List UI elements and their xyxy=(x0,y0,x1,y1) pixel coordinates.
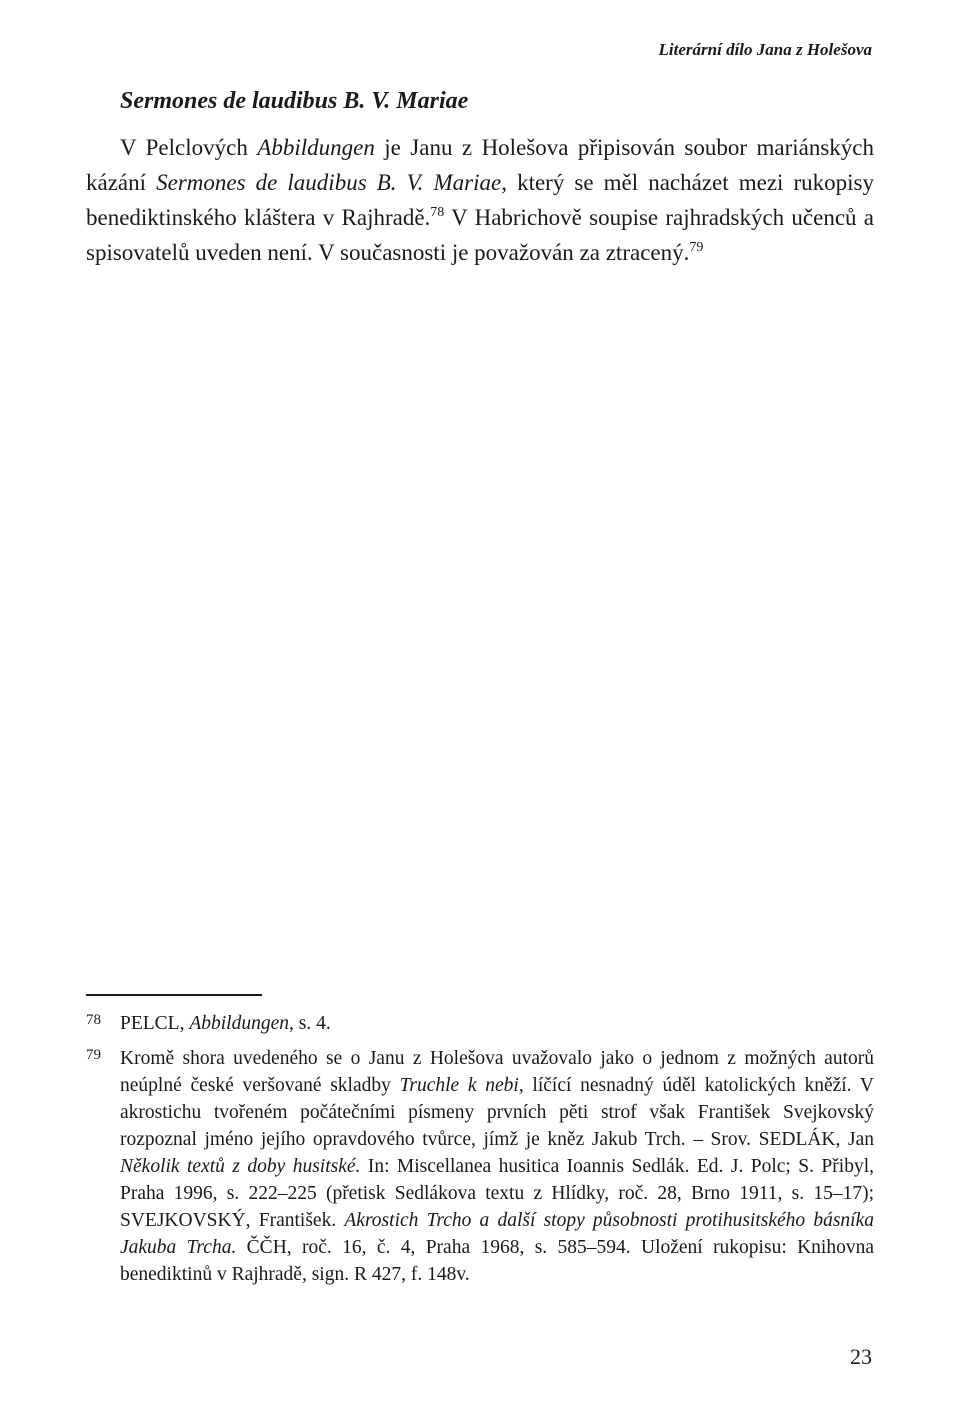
text-run: Kromě shora uvedeného se o Janu z Holešova uvažovalo jako o jednom z možných autorů neúplné české veršované skladby xyxy=(120,1048,874,1096)
text-run: V Pelclových xyxy=(120,135,258,160)
italic-title: Několik textů z doby husitské. xyxy=(120,1156,361,1177)
text-run: který se měl nacházet mezi rukopisy benediktinského kláštera v Rajhradě. xyxy=(86,170,875,230)
text-run: s. 4. xyxy=(293,1013,331,1034)
text-run: In: Miscellanea husitica Ioannis Sedlák. Ed. J. Polc; S. Přibyl, Praha 1996, s. 222–225 (přetisk Sedlákova textu z Hlídky, roč. 28, Brno 1911, s. 15–17); SVEJKOVSKÝ, František. xyxy=(120,1156,874,1231)
footnote-text xyxy=(120,1010,874,1037)
footnote-text xyxy=(120,1045,874,1288)
footnote-79 xyxy=(86,1045,874,1288)
italic-title: Abbildungen xyxy=(257,135,375,160)
footnotes xyxy=(86,1010,874,1296)
page-number: 23 xyxy=(850,1344,872,1369)
footnote-number: 79 xyxy=(86,1047,101,1063)
footnote-number: 78 xyxy=(86,1012,101,1028)
italic-title: Abbildungen, xyxy=(189,1013,294,1034)
footnote-78 xyxy=(86,1010,874,1037)
text-run: V Habrichově soupise rajhradských učenců a spisovatelů uveden není. V současnosti je považován za ztracený. xyxy=(86,205,874,265)
text-run: ČČH, roč. 16, č. 4, Praha 1968, s. 585–594. Uložení rukopisu: Knihovna benediktinů v Rajhradě, sign. R 427, f. 148v. xyxy=(120,1237,874,1285)
text-run: líčící nesnadný úděl katolických kněží. V akrostichu tvořeném počátečními písmeny prvních pěti strof však František Svejkovský rozpoznal jméno jejího opravdového tvůrce, jímž je kněz Jakub Trch. – Srov. SEDLÁK, Jan xyxy=(120,1075,874,1150)
section-title: Sermones de laudibus B. V. Mariae xyxy=(120,88,469,114)
italic-title: Truchle k nebi, xyxy=(399,1075,524,1096)
text-run: PELCL, xyxy=(120,1013,190,1034)
body-paragraph xyxy=(86,130,874,270)
running-head: Literární dílo Jana z Holešova xyxy=(658,40,872,59)
italic-title: Akrostich Trcho a další stopy působnosti protihusitského básníka Jakuba Trcha. xyxy=(120,1210,874,1258)
footnote-ref-78[interactable]: 78 xyxy=(430,205,445,220)
italic-title: Sermones de laudibus B. V. Mariae, xyxy=(156,170,507,195)
footnote-separator xyxy=(86,994,262,996)
footnote-ref-79[interactable]: 79 xyxy=(689,240,704,255)
text-run: je Janu z Holešova připisován soubor mariánských kázání xyxy=(86,135,874,195)
